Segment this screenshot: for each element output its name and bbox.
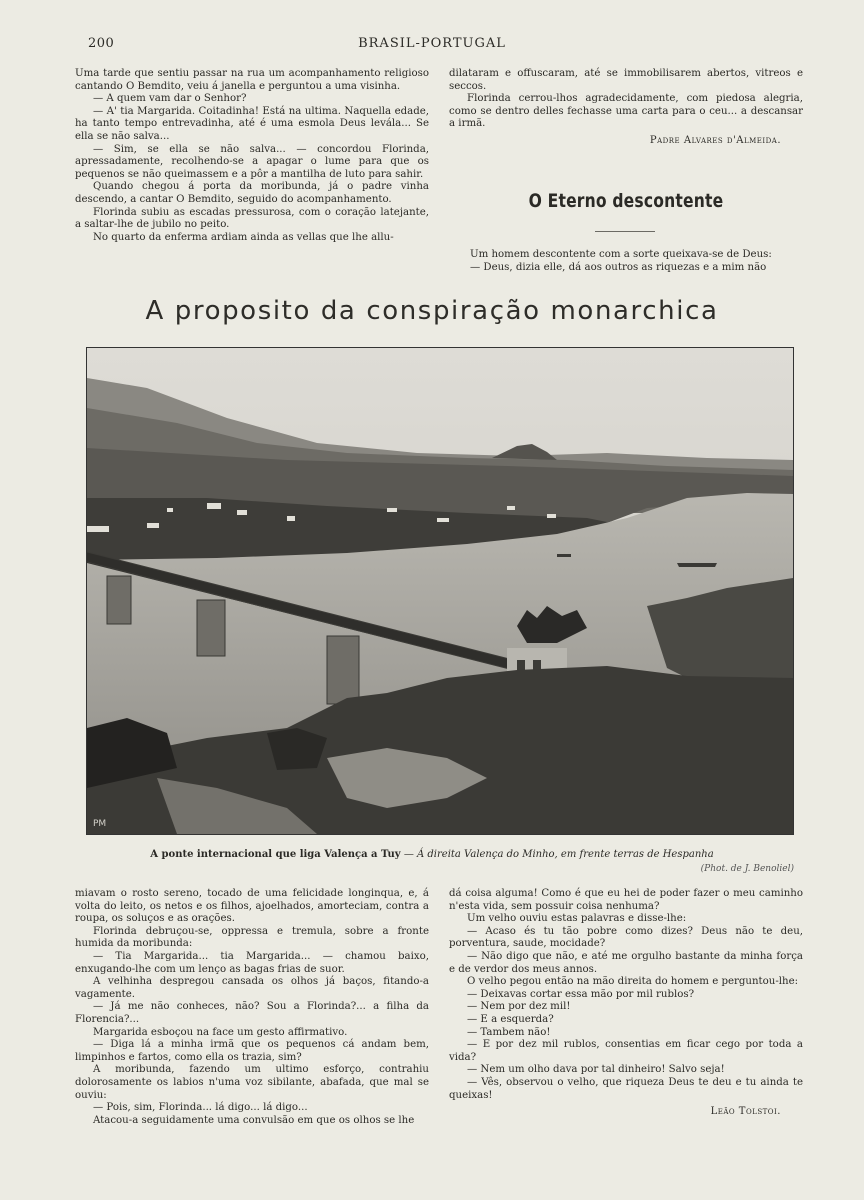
story-paragraph: A moribunda, fazendo um ultimo esforço, contrahiu dolorosamente os labios n'uma voz sibilante, abafada, que mal se ouviu: bbox=[75, 1064, 429, 1101]
story-paragraph: — Já me não conheces, não? Sou a Florinda?... a filha da Florencia?... bbox=[75, 1001, 429, 1025]
story-top-column-right bbox=[449, 68, 803, 148]
eterno-column bbox=[470, 249, 803, 274]
story-paragraph: — Deus, dizia elle, dá aos outros as riquezas e a mim não bbox=[470, 261, 767, 273]
story-paragraph: — Diga lá a minha irmã que os pequenos cá andam bem, limpinhos e fartos, como ella os trazia, sim? bbox=[75, 1039, 429, 1063]
story-paragraph: — Vês, observou o velho, que riqueza Deus te deu e tu ainda te queixas! bbox=[449, 1076, 803, 1101]
story-paragraph: — Tambem não! bbox=[467, 1026, 551, 1038]
story-paragraph: — Nem por dez mil! bbox=[467, 1001, 571, 1013]
story-paragraph: Quando chegou á porta da moribunda, já o padre vinha descendo, a cantar O Bemdito, seguido do acompanhamento. bbox=[75, 181, 429, 205]
section-title: O Eterno descontente bbox=[528, 190, 724, 212]
author-signature: Padre Alvares d'Almeida. bbox=[649, 134, 781, 146]
story-paragraph: dá coisa alguma! Como é que eu hei de poder fazer o meu caminho n'esta vida, sem possuir coisa nenhuma? bbox=[449, 888, 803, 912]
eterno-column-continued bbox=[449, 888, 803, 1119]
title-divider bbox=[595, 231, 655, 232]
caption-italic: — Á direita Valença do Minho, em frente terras de Hespanha bbox=[403, 849, 714, 860]
bridge-photograph bbox=[86, 347, 794, 835]
story-paragraph: — E a esquerda? bbox=[467, 1013, 554, 1025]
story-paragraph: — A quem vam dar o Senhor? bbox=[93, 93, 247, 105]
story-paragraph: — Acaso és tu tão pobre como dizes? Deus não te deu, porventura, saude, mocidade? bbox=[449, 925, 803, 950]
story-paragraph: No quarto da enferma ardiam ainda as vellas que lhe allu- bbox=[93, 231, 394, 243]
story-paragraph: — Não digo que não, e até me orgulho bastante da minha força e de verdor dos meus annos. bbox=[449, 950, 803, 975]
story-paragraph: A velhinha despregou cansada os olhos já baços, fitando-a vagamente. bbox=[75, 976, 429, 1000]
feature-headline: A proposito da conspiração monarchica bbox=[145, 296, 719, 326]
story-paragraph: — Sim, se ella se não salva... — concordou Florinda, apressadamente, recolhendo-se a apagar o lume para que os pequenos se não queimassem e a pôr a mantilha de luto para sahir. bbox=[75, 143, 429, 180]
photo-mark: PM bbox=[93, 819, 107, 829]
story-paragraph: Margarida esboçou na face um gesto affirmativo. bbox=[93, 1026, 348, 1038]
story-bottom-column-left bbox=[75, 888, 429, 1127]
story-paragraph: — Nem um olho dava por tal dinheiro! Salvo seja! bbox=[467, 1064, 725, 1076]
story-top-column-left bbox=[75, 68, 429, 244]
story-paragraph: Uma tarde que sentiu passar na rua um acompanhamento religioso cantando O Bemdito, veiu á janella e perguntou a uma visinha. bbox=[75, 68, 429, 92]
story-paragraph: O velho pegou então na mão direita do homem e perguntou-lhe: bbox=[467, 976, 799, 988]
story-paragraph: — Pois, sim, Florinda... lá digo... lá digo... bbox=[93, 1102, 308, 1114]
caption-bold: A ponte internacional que liga Valença a Tuy bbox=[150, 849, 401, 860]
story-paragraph: dilataram e offuscaram, até se immobilisarem abertos, vitreos e seccos. bbox=[449, 68, 803, 92]
photo-caption bbox=[0, 849, 864, 860]
story-paragraph: Florinda debruçou-se, oppressa e tremula, sobre a fronte humida da moribunda: bbox=[75, 925, 429, 950]
story-paragraph: Um velho ouviu estas palavras e disse-lhe: bbox=[467, 913, 687, 925]
running-head: BRASIL-PORTUGAL bbox=[358, 36, 506, 51]
story-paragraph: Atacou-a seguidamente uma convulsão em que os olhos se lhe bbox=[93, 1114, 415, 1126]
story-paragraph: — Deixavas cortar essa mão por mil rublos? bbox=[467, 988, 695, 1000]
story-paragraph: Florinda cerrou-lhos agradecidamente, com piedosa alegria, como se dentro delles fechasse uma carta para o ceu... a descansar a irmã. bbox=[449, 93, 803, 130]
story-paragraph: Florinda subiu as escadas pressurosa, com o coração latejante, a saltar-lhe de jubilo no peito. bbox=[75, 206, 429, 231]
story-paragraph: miavam o rosto sereno, tocado de uma felicidade longinqua, e, á volta do leito, os netos e os filhos, ajoelhados, amorteciam, contra a roupa, os soluços e as orações. bbox=[75, 888, 429, 925]
photo-credit: (Phot. de J. Benoliel) bbox=[700, 864, 794, 874]
author-signature: Leão Tolstoi. bbox=[710, 1106, 781, 1118]
page-number: 200 bbox=[88, 36, 115, 51]
story-paragraph: — A' tia Margarida. Coitadinha! Está na ultima. Naquella edade, ha tanto tempo entrevadinha, até é uma esmola Deus levála... Se ella se não salva... bbox=[75, 105, 429, 142]
story-paragraph: Um homem descontente com a sorte queixava-se de Deus: bbox=[470, 249, 772, 260]
story-paragraph: — E por dez mil rublos, consentias em ficar cego por toda a vida? bbox=[449, 1039, 803, 1063]
story-paragraph: — Tia Margarida... tia Margarida... — chamou baixo, enxugando-lhe com um lenço as bagas frias de suor. bbox=[75, 950, 429, 975]
